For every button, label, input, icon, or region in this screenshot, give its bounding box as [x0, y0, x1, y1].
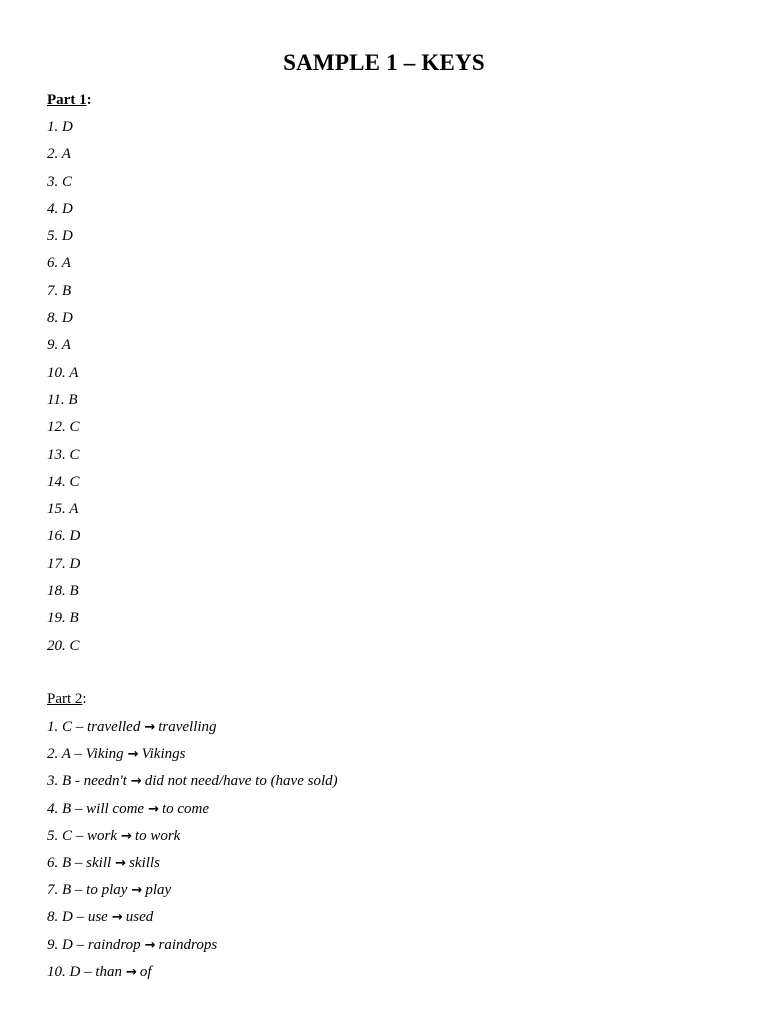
part1-answer-8: 8. D	[47, 310, 73, 327]
correction-error: 1. C – travelled	[47, 719, 141, 735]
arrow-right-icon: →	[131, 883, 143, 899]
part2-correction-list	[47, 717, 338, 989]
arrow-right-icon: →	[130, 774, 142, 790]
correction-fix: travelling	[158, 719, 217, 735]
arrow-right-icon: →	[148, 801, 159, 817]
part1-answer-3: 3. C	[47, 173, 73, 190]
part1-heading	[47, 90, 92, 110]
part1-answer-list	[47, 117, 80, 663]
part2-correction-9	[47, 935, 338, 962]
part2-correction-6	[47, 853, 338, 880]
arrow-right-icon: →	[144, 937, 156, 953]
correction-error: 7. B – to play	[47, 882, 128, 899]
part2-correction-5	[47, 826, 338, 853]
correction-fix: of	[139, 963, 152, 980]
correction-error: 2. A – Viking	[47, 746, 124, 763]
part1-answer-16: 16. D	[47, 528, 81, 545]
arrow-right-icon: →	[115, 855, 127, 871]
part2-correction-8	[47, 907, 338, 934]
part2-heading	[47, 689, 87, 709]
part1-answer-2: 2. A	[47, 146, 71, 163]
part1-answer-7: 7. B	[47, 282, 72, 299]
part1-answer-11: 11. B	[47, 391, 78, 408]
correction-fix: did not need/have to (have sold)	[144, 773, 338, 790]
part2-heading-label: Part 2	[47, 691, 83, 707]
part2-correction-1	[47, 717, 338, 744]
correction-fix: play	[145, 882, 172, 899]
arrow-right-icon: →	[121, 828, 132, 844]
part2-correction-2	[47, 744, 338, 771]
part1-heading-colon: :	[86, 92, 92, 108]
correction-error: 5. C – work	[47, 827, 118, 844]
part1-answer-1: 1. D	[47, 119, 73, 135]
correction-fix: used	[125, 909, 154, 926]
part2-correction-10	[47, 962, 338, 989]
arrow-right-icon: →	[111, 910, 123, 926]
part1-answer-10: 10. A	[47, 364, 79, 381]
correction-fix: to work	[134, 827, 181, 844]
correction-fix: to come	[161, 800, 210, 817]
part1-answer-18: 18. B	[47, 583, 79, 600]
correction-error: 4. B – will come	[47, 800, 145, 817]
part1-answer-6: 6. A	[47, 255, 71, 272]
correction-error: 3. B - needn't	[47, 773, 127, 790]
correction-fix: skills	[129, 854, 160, 871]
part1-answer-14: 14. C	[47, 473, 80, 490]
page-title: SAMPLE 1 – KEYS	[283, 50, 485, 75]
part1-answer-20: 20. C	[47, 637, 80, 654]
part1-answer-12: 12. C	[47, 419, 80, 436]
correction-error: 6. B – skill	[47, 854, 112, 871]
part1-heading-label: Part 1	[47, 92, 87, 108]
part1-answer-19: 19. B	[47, 610, 79, 627]
correction-fix: Vikings	[141, 746, 186, 763]
part1-answer-4: 4. D	[47, 200, 73, 217]
part2-heading-colon: :	[82, 691, 87, 707]
part2-correction-3	[47, 771, 338, 798]
arrow-right-icon: →	[126, 964, 137, 980]
correction-error: 10. D – than	[47, 963, 122, 980]
correction-error: 9. D – raindrop	[47, 936, 141, 953]
part1-answer-13: 13. C	[47, 446, 80, 463]
part1-answer-5: 5. D	[47, 228, 73, 245]
part1-answer-9: 9. A	[47, 337, 71, 354]
part2-correction-4	[47, 799, 338, 826]
part2-correction-7	[47, 880, 338, 907]
arrow-right-icon: →	[144, 720, 156, 735]
part1-answer-17: 17. D	[47, 555, 81, 572]
part1-answer-15: 15. A	[47, 501, 79, 518]
correction-fix: raindrops	[158, 936, 218, 953]
correction-error: 8. D – use	[47, 909, 108, 926]
arrow-right-icon: →	[127, 747, 139, 763]
